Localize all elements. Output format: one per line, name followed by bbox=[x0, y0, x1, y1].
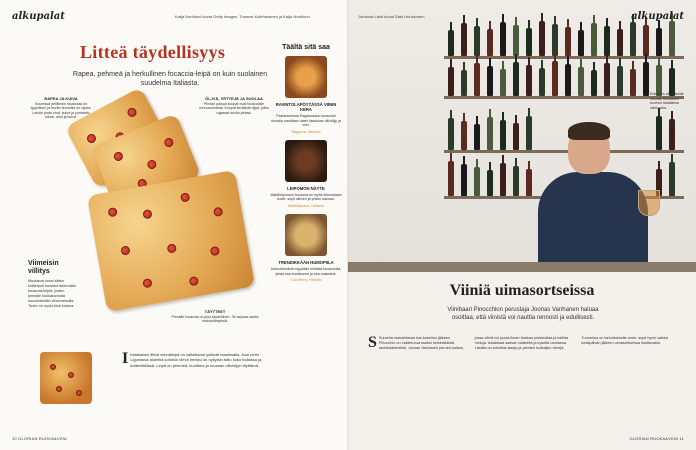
body-text: Suurella maisteltavan bar-kokeilun jälkeen Pinocchio on vakiintunut osaksi helsinkiläistä ravintolakenttää. Joonas Vanhanen perusti paikan, jossa viiniä voi juoda ilman tiukkaa protokollaa ja kalliita hintoja. Asiakkaat saavat maistella ja kysellä rauhassa. Listalla on edullisia laseja ja pienten tuottajien viinejä. Tunnelma on tarkoituksella rento: sopii hyvin vaikka kesäpäivän jälkeen uimasortseissa istuttavaksi. bbox=[378, 336, 668, 351]
sidebar-item-text: Uutuusleivänä myydään erilaisia focaccioita, joista osa suolaisena ja osa makeana. bbox=[270, 266, 342, 276]
wine-bottle bbox=[487, 29, 493, 56]
caption-oil-herbs bbox=[198, 97, 270, 115]
wine-bottle bbox=[500, 22, 506, 56]
wine-bottle bbox=[487, 66, 493, 96]
sidebar-item-source[interactable]: Mahtileipomo, Helsinki bbox=[288, 203, 324, 208]
wine-bottle bbox=[461, 121, 467, 150]
caption-text: Suuressa pellillinen focacciaa on tyypillinen ja leivän reunoilla on rapea. Leivän pinta ohut, kuiva ja puristettu ulkoa, ohut ja kuiva. bbox=[30, 101, 92, 120]
wine-bottle bbox=[565, 64, 571, 96]
bar-counter bbox=[348, 262, 696, 272]
wine-bottle bbox=[643, 62, 649, 96]
credits: Johanna Lahti kuvat Satu Huuskonen bbox=[358, 14, 425, 19]
wine-bottle bbox=[513, 25, 519, 56]
page-folio: GLORIAN RUOKA&VIINI 11 bbox=[629, 436, 684, 441]
caption-toppings bbox=[170, 310, 260, 324]
caption-text: Pinnan paksut kuopat ovat focaccialle tunnusomaisia. Kuopat keräävät öljyä, jotka rajaavat leivän pintaa. bbox=[199, 101, 269, 115]
caption-heading: ÖLJYÄ, YRTTEJÄ JA SUOLAA bbox=[205, 96, 263, 101]
article-body bbox=[368, 336, 678, 352]
wine-bottle bbox=[604, 26, 610, 56]
wine-bottle bbox=[461, 164, 467, 196]
wine-bottle bbox=[474, 167, 480, 196]
wine-bottle bbox=[669, 21, 675, 56]
wine-bottle bbox=[630, 69, 636, 96]
bar-photo bbox=[348, 0, 696, 272]
wine-bottle bbox=[461, 23, 467, 56]
drop-cap: I bbox=[122, 350, 129, 367]
right-page bbox=[348, 0, 696, 450]
article-body bbox=[122, 352, 270, 368]
sidebar-item-title: LEIPOMON NÄYTE bbox=[287, 185, 325, 191]
drop-cap: S bbox=[368, 334, 377, 351]
article-title: Viiniä uimasortseissa bbox=[449, 282, 595, 299]
wine-bottle bbox=[578, 30, 584, 56]
wine-glass bbox=[638, 190, 660, 216]
photo-caption: Erikoisen alkupaloilla Joonas Vanhanen tuurinut Italialaisia viinikaaria. bbox=[650, 92, 684, 110]
trend-box-text: Muutama vuosi sitten kotileipuri innostui tekemään focaccia-leipiä, joiden pinnalle kukkakuvioita muodostettiin vihanneksilla. Tuote on myös kiva kotona. bbox=[28, 279, 76, 308]
article-lead: Rapea, pehmeä ja herkullinen focaccia-leipä on kuin suolainen suudelma Italiasta. bbox=[72, 71, 268, 87]
article-lead: Viinibaari Pinocchion perustaja Joonas Vanhanen haluaa osoittaa, että viinistä voi nauttia rennosti ja edullisesti. bbox=[447, 307, 599, 321]
trend-box bbox=[28, 260, 76, 309]
wine-bottle bbox=[448, 30, 454, 56]
flower-focaccia-image bbox=[40, 352, 92, 404]
wine-bottle bbox=[669, 119, 675, 150]
wine-bottle bbox=[617, 66, 623, 96]
wine-bottle bbox=[448, 67, 454, 96]
wine-bottle bbox=[552, 61, 558, 96]
wine-bottle bbox=[474, 124, 480, 150]
wine-bottle bbox=[461, 70, 467, 96]
article-title: Litteä täydellisyys bbox=[80, 42, 226, 62]
wine-bottle bbox=[487, 117, 493, 150]
ragazza-photo bbox=[285, 56, 327, 98]
sidebar-item-source[interactable]: Ragazza, Helsinki bbox=[291, 129, 321, 134]
section-label: alkupalat bbox=[12, 11, 65, 22]
caption-heading: TÄYTTEET bbox=[204, 309, 226, 314]
sidebar-item-text: Mahtileipomon focaccia on myös kiinnostava tuote: sopii oliivien ja yrttien kanssa. bbox=[270, 192, 342, 202]
focaccia-image-large bbox=[87, 170, 255, 312]
wine-bottle bbox=[474, 26, 480, 56]
wine-bottle bbox=[656, 116, 662, 150]
wine-bottle bbox=[526, 28, 532, 56]
wine-bottle bbox=[526, 65, 532, 96]
wine-bottle bbox=[448, 118, 454, 150]
caption-text: Pinnalle focaccia on juuri täydellinen. Se tarjoaa useita makuelämyksiä. bbox=[171, 314, 259, 324]
wine-bottle bbox=[565, 27, 571, 56]
sidebar-heading: Täältä sitä saa bbox=[282, 44, 330, 51]
person-figure bbox=[538, 118, 648, 272]
where-to-buy-sidebar bbox=[270, 44, 342, 288]
sidebar-item-title: TRENDIKKÄÄN HUMOPIILA bbox=[278, 259, 334, 265]
wine-bottle bbox=[591, 23, 597, 56]
section-label: alkupalat bbox=[631, 11, 684, 22]
wine-bottle bbox=[513, 123, 519, 150]
wine-bottle bbox=[526, 169, 532, 196]
gutter-shadow bbox=[347, 0, 349, 450]
wine-bottle bbox=[630, 22, 636, 56]
wine-bottle bbox=[500, 163, 506, 196]
wine-bottle bbox=[500, 69, 506, 96]
wine-bottle bbox=[643, 25, 649, 56]
wine-bottle bbox=[578, 67, 584, 96]
wine-bottle bbox=[539, 68, 545, 96]
bakery-photo bbox=[285, 140, 327, 182]
sidebar-item-title: RAVINTOLAPÖYTÄSSÄ VIININ KERA bbox=[275, 102, 337, 112]
page-folio: 10 GLORIAN RUOKA&VIINI bbox=[12, 436, 67, 441]
wine-bottle bbox=[448, 161, 454, 196]
wine-bottle bbox=[513, 62, 519, 96]
wine-bottle bbox=[656, 28, 662, 56]
trend-box-title: Viimeisin villitys bbox=[28, 260, 59, 275]
sidebar-item-source[interactable]: Cold Berry, Helsinki bbox=[290, 278, 322, 283]
wine-bottle bbox=[552, 24, 558, 56]
wine-bottle bbox=[526, 116, 532, 150]
wine-bottle bbox=[591, 70, 597, 96]
trend-photo bbox=[285, 214, 327, 256]
sidebar-item-text: Pastaravintola Ragazzassa focaccian rinnalla nautitaan usein laadukas oliiviöljy ja viini. bbox=[271, 114, 341, 128]
wine-bottle bbox=[487, 170, 493, 196]
wine-bottle bbox=[617, 29, 623, 56]
credits: Katja Nordlund kuvat Getty Images, Tuomas Kolehmainen ja Katja Nordlund bbox=[175, 14, 310, 19]
body-text: Italialainen litteä vehnäleipä on valloittanut ystävät maailmalla. Alun perin Liguriassa alueella kotoisin oleva herkku on nykyisin tuttu koko Italiassa ja kotikeittiöissä. Leipä on pehmeä, kuohkea ja runsaan oliiviöljyn täyttämä. bbox=[130, 352, 262, 368]
caption-heading: RAPEA JA KUIVA bbox=[44, 96, 78, 101]
wine-bottle bbox=[513, 166, 519, 196]
wine-bottle bbox=[604, 63, 610, 96]
wine-bottle bbox=[539, 21, 545, 56]
wine-bottle bbox=[669, 162, 675, 196]
wine-bottle bbox=[474, 63, 480, 96]
wine-bottle bbox=[500, 120, 506, 150]
